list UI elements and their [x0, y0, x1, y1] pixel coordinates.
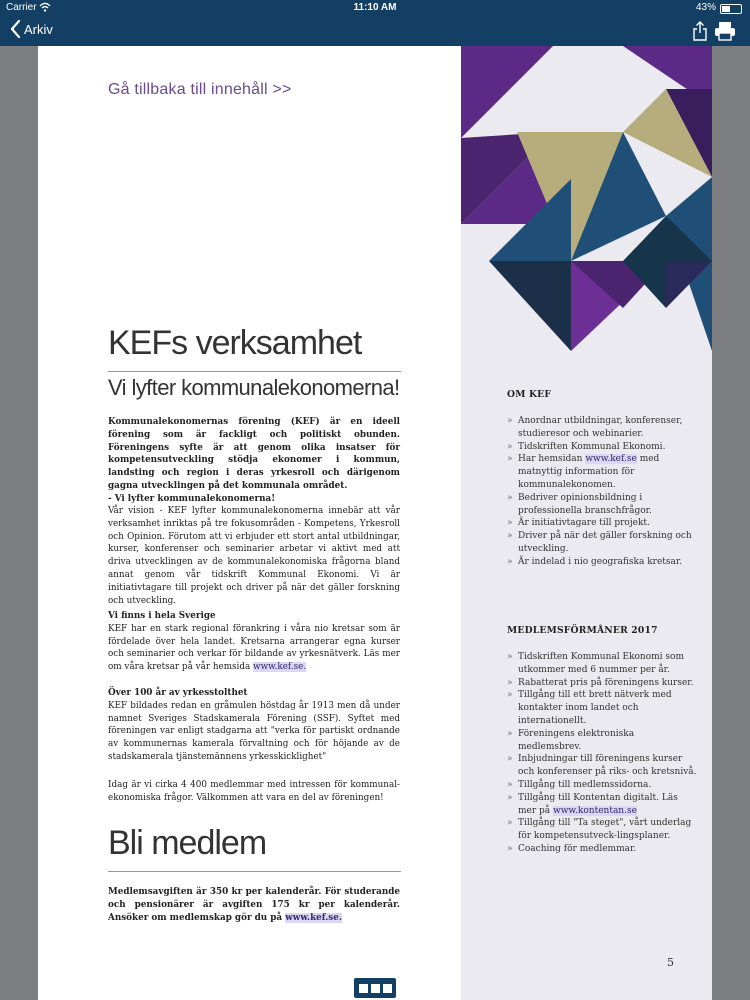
art-triangle-purple-top	[461, 46, 553, 138]
om-kef-item-text-after: med matnyttig information för kommunalekonomen.	[518, 454, 660, 490]
sverige-text: KEF har en stark regional förankring i våra nio kretsar som är fördelade över hela landet. Kretsarna arrangerar egna kurser och seminarier och verkar för bildande av yrkesnätverk. Läs mer om våra kretsar på vår hemsida	[108, 623, 400, 673]
benefits-item-text: Tillgång till Kontentan digitalt. Läs mer på	[518, 792, 678, 816]
benefits-item-link[interactable]: www.kontentan.se	[553, 805, 637, 816]
benefits-item	[507, 651, 697, 677]
member-paragraph	[108, 886, 400, 924]
om-kef-item-text: Bedriver opinionsbildning i professionella branschfrågor.	[518, 492, 652, 516]
om-kef-item-link[interactable]: www.kef.se	[585, 454, 637, 465]
status-bar	[0, 0, 750, 16]
history-text: KEF bildades redan en gråmulen höstdag år 1913 men då under namnet Sveriges Stadskamerala Förening (SSF). Syftet med föreningen var enligt stadgarna att "verka för partiskt ordnande av kommunernas kamerala förvaltning och för höjande av de stadskamerala tjänstemännens yrkesskicklighet"	[108, 700, 400, 762]
member-title: Bli medlem	[108, 824, 267, 862]
benefits-item	[507, 843, 697, 856]
om-kef-item	[507, 453, 697, 491]
geometric-art	[461, 46, 712, 361]
share-icon[interactable]	[692, 21, 708, 41]
title-divider	[108, 371, 401, 372]
benefits-item	[507, 677, 697, 690]
battery-fill	[722, 6, 730, 12]
om-kef-item	[507, 517, 697, 530]
thumbnail-square-icon	[371, 984, 380, 993]
om-kef-item	[507, 415, 697, 441]
benefits-item-text: Föreningens elektroniska medlemsbrev.	[518, 728, 635, 752]
benefits-item-text: Inbjudningar till föreningens kurser och konferenser på riks- och kretsnivå.	[518, 754, 697, 778]
print-icon[interactable]	[714, 21, 736, 41]
page-subtitle: Vi lyfter kommunalekonomerna!	[108, 375, 400, 400]
kef-website-link[interactable]: www.kef.se.	[253, 662, 307, 673]
intro-text: Kommunalekonomernas förening (KEF) är en ideell förening som är fackligt och politiskt obunden. Föreningens syfte är att genom olika insatser för kompetensutveckling stödja ekonomer i kommun, landsting och region i deras yrkesroll och därigenom gagna utvecklingen på det kommunala området.	[108, 417, 400, 491]
intro-tagline: - Vi lyfter kommunalekonomerna!	[108, 493, 276, 504]
om-kef-list	[507, 415, 697, 569]
om-kef-item	[507, 441, 697, 454]
vision-paragraph: Vår vision - KEF lyfter kommunalekonomerna innebär att vår verksamhet inriktas på tre fokusområden - Kompetens, Yrkesroll och Opinion. Förutom att vi erbjuder ett stort antal utbildningar, kurser, konferenser och seminarier arbetar vi aktivt med att driva utvecklingen av de kommunalekonomiska frågorna bland annat genom vår tidskrift Kommunal Ekonomi. Vi är initiativtagare till projekt och driver på när det gäller forskning och utveckling.	[108, 506, 400, 606]
benefits-heading: MEDLEMSFÖRMÅNER 2017	[507, 625, 658, 636]
om-kef-heading: OM KEF	[507, 389, 552, 400]
benefits-item-text: Tillgång till ett brett nätverk med kontakter inom landet och internationellt.	[518, 690, 672, 726]
member-divider	[108, 871, 401, 872]
benefits-item	[507, 689, 697, 727]
today-paragraph: Idag är vi cirka 4 400 medlemmar med intressen för kommunal-ekonomiska frågor. Välkommen att vara en del av föreningen!	[108, 780, 400, 803]
sverige-section	[108, 610, 400, 674]
member-text: Medlemsavgiften är 350 kr per kalenderår. För studerande och pensionärer är avgiften 175 kr per kalenderår. Ansöker om medlemskap gör du på	[108, 887, 400, 923]
benefits-item	[507, 753, 697, 779]
back-to-contents-link[interactable]: Gå tillbaka till innehåll >>	[108, 81, 292, 98]
back-button[interactable]	[10, 20, 53, 38]
om-kef-item-text: Tidskriften Kommunal Ekonomi.	[518, 441, 666, 452]
benefits-item-text: Tillgång till medlemssidorna.	[518, 779, 652, 790]
page-right	[461, 46, 712, 1000]
benefits-item	[507, 779, 697, 792]
carrier-label: Carrier	[6, 2, 37, 13]
member-website-link[interactable]: www.kef.se.	[285, 912, 342, 923]
page-left	[38, 46, 461, 1000]
page-thumbnails-button[interactable]	[354, 978, 396, 998]
om-kef-item	[507, 530, 697, 556]
benefits-item-text: Tidskriften Kommunal Ekonomi som utkommer med 6 nummer per år.	[518, 652, 684, 675]
benefits-item	[507, 728, 697, 754]
om-kef-item	[507, 492, 697, 518]
back-button-label: Arkiv	[24, 21, 53, 37]
page-number: 5	[667, 956, 674, 969]
clock: 11:10 AM	[353, 2, 397, 13]
benefits-item-text: Coaching för medlemmar.	[518, 843, 637, 854]
om-kef-item-text: Har hemsidan	[518, 454, 586, 465]
benefits-list	[507, 651, 697, 856]
history-heading: Över 100 år av yrkesstolthet	[108, 688, 248, 698]
battery-percent: 43%	[695, 2, 716, 13]
history-section	[108, 687, 400, 764]
om-kef-item-text: Är initiativtagare till projekt.	[518, 518, 650, 529]
page-title: KEFs verksamhet	[108, 324, 362, 362]
benefits-item-text: Rabatterat pris på föreningens kurser.	[518, 677, 694, 688]
thumbnail-square-icon	[383, 984, 392, 993]
benefits-item-text: Tillgång till "Ta steget", vårt underlag för kompetensutveck-lingsplaner.	[518, 818, 692, 842]
benefits-item	[507, 817, 697, 843]
intro-paragraph	[108, 416, 400, 506]
battery-icon	[720, 4, 742, 14]
sverige-heading: Vi finns i hela Sverige	[108, 611, 216, 621]
om-kef-item	[507, 556, 697, 569]
thumbnail-square-icon	[359, 984, 368, 993]
om-kef-item-text: Är indelad i nio geografiska kretsar.	[518, 556, 683, 567]
om-kef-item-text: Anordnar utbildningar, konferenser, studieresor och webinarier.	[518, 416, 683, 439]
chevron-left-icon	[10, 20, 21, 38]
art-triangle-darknavy-bottom	[489, 261, 571, 351]
navigation-bar	[0, 16, 750, 46]
benefits-item	[507, 792, 697, 818]
om-kef-item-text: Driver på när det gäller forskning och utveckling.	[518, 531, 692, 554]
